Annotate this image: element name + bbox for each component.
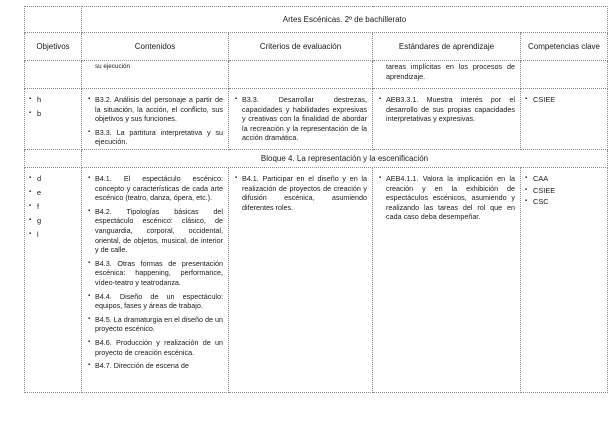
estandar-text: AEB4.1.1. Valora la implicación en la creación y en la exhibición de espectáculos escénicos, asumiendo y realizando las tareas del rol que en cada caso deba desempeñar. <box>386 174 515 222</box>
estandar-item <box>378 174 515 222</box>
table-row <box>25 89 608 150</box>
criterio-text: B3.3. Desarrollar destrezas, capacidades y habilidades expresivas y creativas con la finalidad de abordar la recreación y la representación de la acción dramática. <box>242 95 367 143</box>
contenidos-cell <box>82 89 229 150</box>
objetivo-label: d <box>37 174 42 183</box>
competencia-item <box>521 174 607 184</box>
contenido-item <box>87 174 223 203</box>
contenido-text: B4.3. Otras formas de presentación escénica: happening, performance, vídeo-teatro y teatrodanza. <box>95 258 223 287</box>
header-contenidos: Contenidos <box>82 33 229 61</box>
contenido-text: B3.2. Análisis del personaje a partir de la situación, la acción, el conflicto, sus objetivos y sus funciones. <box>95 95 223 124</box>
criterios-list <box>234 89 367 143</box>
objetivo-item <box>25 202 81 212</box>
competencia-label: CAA <box>533 174 549 183</box>
contenido-item <box>87 128 223 147</box>
objetivos-cell <box>25 61 82 89</box>
bullet-icon: ▪ <box>525 186 528 193</box>
competencia-label: CSIEE <box>533 95 556 104</box>
column-header-row <box>25 33 608 61</box>
criterios-list <box>234 168 367 212</box>
objetivo-item <box>25 109 81 119</box>
bullet-icon: ▪ <box>88 362 91 369</box>
bullet-icon: ▪ <box>29 175 32 181</box>
bullet-icon: ▪ <box>379 96 382 102</box>
objetivo-label: g <box>37 216 42 226</box>
competencia-item <box>521 197 607 207</box>
contenido-text: B4.2. Tipologías básicas del espectáculo escénico: clásico, de vanguardia, corporal, occidental, oriental, de objetos, musical, de interior y de calle. <box>95 206 223 255</box>
bullet-icon: ▪ <box>525 198 528 205</box>
objetivo-label: f <box>37 202 40 212</box>
bullet-icon: ▪ <box>525 175 528 181</box>
empty-corner-cell <box>25 150 82 168</box>
block-title-row <box>25 150 608 168</box>
bullet-icon: ▪ <box>235 175 238 181</box>
competencias-list <box>521 168 607 207</box>
contenido-text: B4.7. Dirección de escena de <box>95 361 189 371</box>
contenidos-cell <box>82 61 229 89</box>
contenido-item <box>87 259 223 288</box>
bullet-icon: ▪ <box>88 96 91 102</box>
bullet-icon: ▪ <box>88 292 91 299</box>
objetivos-list <box>25 168 81 240</box>
competencia-label: CSC <box>533 197 549 207</box>
criterios-cell <box>229 89 373 150</box>
competencia-label: CSIEE <box>533 185 556 195</box>
competencia-item <box>521 186 607 196</box>
objetivo-label: l <box>37 230 39 240</box>
contenidos-continuation: su ejecución <box>95 63 131 70</box>
objetivo-item <box>25 216 81 226</box>
contenidos-cell <box>82 168 229 393</box>
competencias-cell <box>521 89 608 150</box>
estandares-cell <box>373 168 521 393</box>
contenidos-list <box>87 168 223 371</box>
bullet-icon: ▪ <box>235 96 238 102</box>
bullet-icon: ▪ <box>88 315 91 322</box>
table-row <box>25 168 608 393</box>
bullet-icon: ▪ <box>88 128 91 135</box>
objetivo-item <box>25 230 81 240</box>
criterios-cell <box>229 168 373 393</box>
objetivo-label: h <box>37 95 42 104</box>
bullet-icon: ▪ <box>29 217 32 224</box>
contenido-text: B4.6. Producción y realización de un proyecto de creación escénica. <box>95 337 223 357</box>
header-objetivos: Objetivos <box>25 33 82 61</box>
competencia-item <box>521 95 607 105</box>
bullet-icon: ▪ <box>29 203 32 210</box>
contenido-text: B3.3. La partitura interpretativa y su ejecución. <box>95 127 223 147</box>
table-row <box>25 61 608 89</box>
estandares-continuation: tareas implícitas en los procesos de aprendizaje. <box>386 62 515 81</box>
contenido-item <box>87 207 223 255</box>
bullet-icon: ▪ <box>88 338 91 345</box>
empty-corner-cell <box>25 7 82 33</box>
header-estandares: Estándares de aprendizaje <box>373 33 521 61</box>
curriculum-table <box>24 6 608 393</box>
competencias-cell <box>521 168 608 393</box>
contenido-text: B4.4. Diseño de un espectáculo: equipos, fases y áreas de trabajo. <box>95 291 223 311</box>
bullet-icon: ▪ <box>88 259 91 266</box>
objetivos-list <box>25 89 81 119</box>
block-title: Bloque 4. La representación y la escenificación <box>82 150 608 168</box>
contenidos-list <box>87 89 223 147</box>
objetivos-cell <box>25 89 82 150</box>
criterio-item <box>234 174 367 212</box>
estandares-cell <box>373 61 521 89</box>
contenido-item <box>87 315 223 334</box>
objetivo-label: e <box>37 188 42 198</box>
contenido-item <box>87 292 223 311</box>
bullet-icon: ▪ <box>29 110 32 117</box>
estandar-text: AEB3.3.1. Muestra interés por el desarrollo de sus propias capacidades interpretativas y expresivas. <box>386 95 515 124</box>
contenido-item <box>87 361 223 371</box>
competencias-cell <box>521 61 608 89</box>
estandares-cell <box>373 89 521 150</box>
header-competencias: Competencias clave <box>521 33 608 61</box>
objetivo-item <box>25 95 81 105</box>
objetivo-label: b <box>37 109 42 119</box>
competencias-list <box>521 89 607 105</box>
objetivo-item <box>25 174 81 184</box>
bullet-icon: ▪ <box>29 231 32 238</box>
criterio-item <box>234 95 367 143</box>
bullet-icon: ▪ <box>88 207 91 214</box>
estandares-list <box>378 168 515 222</box>
bullet-icon: ▪ <box>379 175 382 181</box>
contenido-item <box>87 95 223 124</box>
criterio-text: B4.1. Participar en el diseño y en la realización de proyectos de creación y difusión escénica, asumiendo diferentes roles. <box>242 174 367 212</box>
contenido-text: B4.5. La dramaturgia en el diseño de un proyecto escénico. <box>95 314 223 334</box>
estandares-list <box>378 89 515 124</box>
bullet-icon: ▪ <box>525 96 528 102</box>
bullet-icon: ▪ <box>29 96 32 102</box>
objetivo-item <box>25 188 81 198</box>
table-title: Artes Escénicas. 2º de bachillerato <box>82 7 608 33</box>
objetivos-cell <box>25 168 82 393</box>
bullet-icon: ▪ <box>29 189 32 196</box>
bullet-icon: ▪ <box>88 175 91 181</box>
contenido-item <box>87 338 223 357</box>
header-criterios: Criterios de evaluación <box>229 33 373 61</box>
estandar-item <box>378 95 515 124</box>
contenido-text: B4.1. El espectáculo escénico: concepto y características de cada arte escénico (teatro, danza, ópera, etc.). <box>95 174 223 203</box>
criterios-cell <box>229 61 373 89</box>
table-title-row <box>25 7 608 33</box>
